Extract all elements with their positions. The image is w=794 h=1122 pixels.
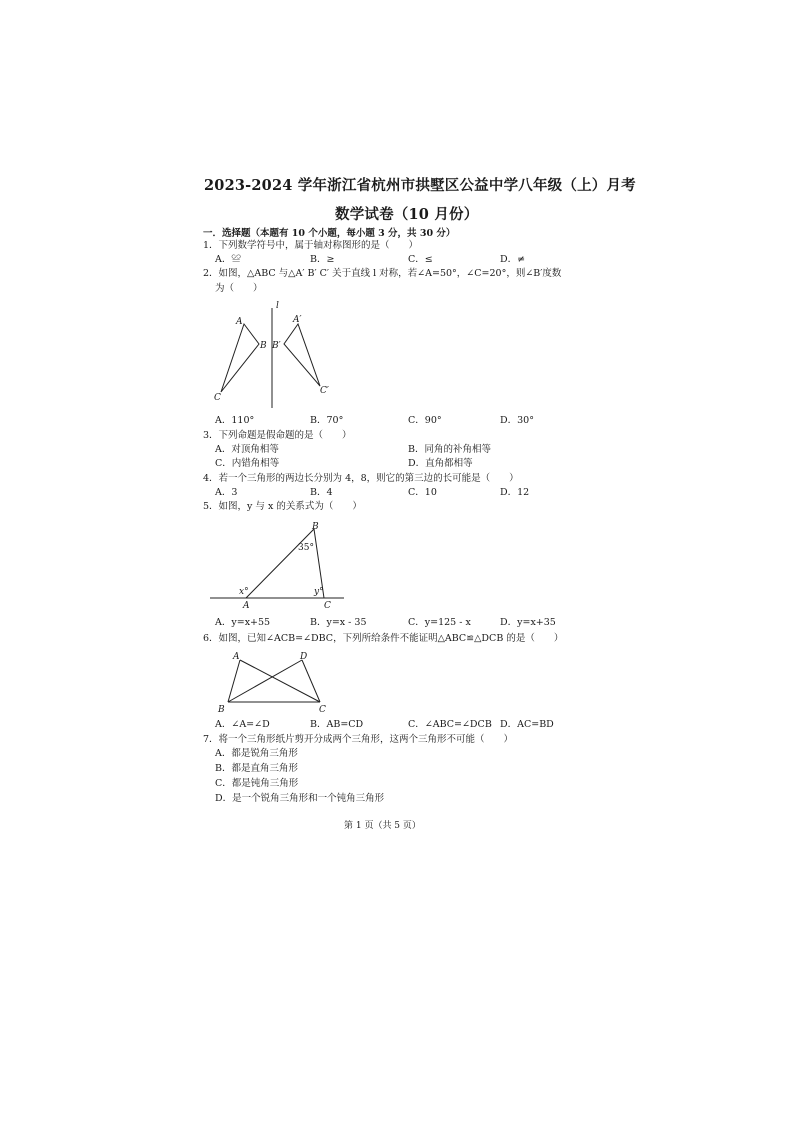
question-3-option-b: B．同角的补角相等 <box>408 444 491 455</box>
question-5-figure <box>210 516 350 612</box>
label-b: B <box>218 705 225 715</box>
label-angle-x: x° <box>239 587 249 597</box>
label-l: l <box>276 301 279 311</box>
question-3-option-c: C．内错角相等 <box>215 458 280 469</box>
label-a-prime: A′ <box>293 315 302 325</box>
question-4-stem: 4．若一个三角形的两边长分别为 4，8，则它的第三边的长可能是（ ） <box>203 473 519 484</box>
triangle-abc <box>246 529 324 598</box>
question-1-option-d: D．≠ <box>500 254 526 265</box>
question-1-stem: 1．下列数学符号中，属于轴对称图形的是（ ） <box>203 240 419 251</box>
question-2-option-c: C．90° <box>408 415 442 426</box>
question-6-option-a: A．∠A=∠D <box>215 719 270 730</box>
label-b-prime: B′ <box>272 341 281 351</box>
question-3-option-d: D．直角都相等 <box>408 458 473 469</box>
segment-dc <box>302 660 320 702</box>
question-6-option-b: B．AB=CD <box>310 719 364 730</box>
label-c: C <box>319 705 326 715</box>
label-angle-y: y° <box>314 587 324 597</box>
page-title: 2023-2024 学年浙江省杭州市拱墅区公益中学八年级（上）月考 <box>204 177 636 194</box>
question-5-option-c: C．y=125 - x <box>408 617 471 628</box>
question-2-option-a: A．110° <box>215 415 255 426</box>
question-7-option-a: A．都是锐角三角形 <box>215 748 298 759</box>
label-a: A <box>233 652 240 662</box>
label-a: A <box>243 601 250 611</box>
page-footer: 第 1 页（共 5 页） <box>344 821 421 831</box>
label-c-prime: C′ <box>320 386 329 396</box>
question-7-stem: 7．将一个三角形纸片剪开分成两个三角形，这两个三角形不可能（ ） <box>203 734 514 745</box>
question-4-option-c: C．10 <box>408 487 437 498</box>
label-angle-35: 35° <box>298 543 314 553</box>
question-7-option-d: D．是一个锐角三角形和一个钝角三角形 <box>215 793 385 804</box>
label-d: D <box>300 652 308 662</box>
question-4-option-b: B．4 <box>310 487 333 498</box>
question-1-option-b: B．≥ <box>310 254 335 265</box>
question-5-stem: 5．如图，y 与 x 的关系式为（ ） <box>203 501 362 512</box>
section-heading: 一．选择题（本题有 10 个小题，每小题 3 分，共 30 分） <box>203 228 456 239</box>
question-5-option-b: B．y=x - 35 <box>310 617 367 628</box>
question-2-figure <box>210 296 340 410</box>
label-c: C <box>324 601 331 611</box>
question-6-option-c: C．∠ABC=∠DCB <box>408 719 492 730</box>
segment-bd <box>228 660 302 702</box>
question-2-option-b: B．70° <box>310 415 344 426</box>
segment-ac <box>240 660 320 702</box>
question-2-option-d: D．30° <box>500 415 534 426</box>
question-2-stem: 2．如图，△ABC 与△A′ B′ C′ 关于直线 l 对称，若∠A=50°，∠C=20°，则∠B′度数 <box>203 268 562 279</box>
question-3-option-a: A．对顶角相等 <box>215 444 279 455</box>
page-subtitle: 数学试卷（10 月份） <box>335 206 479 223</box>
question-4-option-a: A．3 <box>215 487 238 498</box>
question-6-figure <box>212 648 337 714</box>
question-1-option-c: C．≤ <box>408 254 433 265</box>
question-5-option-d: D．y=x+35 <box>500 617 556 628</box>
question-3-stem: 3．下列命题是假命题的是（ ） <box>203 430 352 441</box>
triangle-abc <box>221 324 259 392</box>
question-5-option-a: A．y=x+55 <box>215 617 271 628</box>
label-b: B <box>260 341 267 351</box>
triangle-a1b1c1 <box>284 324 320 386</box>
question-2-stem-continued: 为（ ） <box>215 283 263 294</box>
label-c: C <box>214 393 221 403</box>
label-b: B <box>312 522 319 532</box>
question-6-stem: 6．如图，已知∠ACB=∠DBC，下列所给条件不能证明△ABC≌△DCB 的是（ ） <box>203 633 564 644</box>
question-1-option-a: A．≌ <box>215 254 241 265</box>
question-7-option-c: C．都是钝角三角形 <box>215 778 299 789</box>
question-6-option-d: D．AC=BD <box>500 719 554 730</box>
label-a: A <box>236 317 243 327</box>
question-4-option-d: D．12 <box>500 487 530 498</box>
question-7-option-b: B．都是直角三角形 <box>215 763 298 774</box>
